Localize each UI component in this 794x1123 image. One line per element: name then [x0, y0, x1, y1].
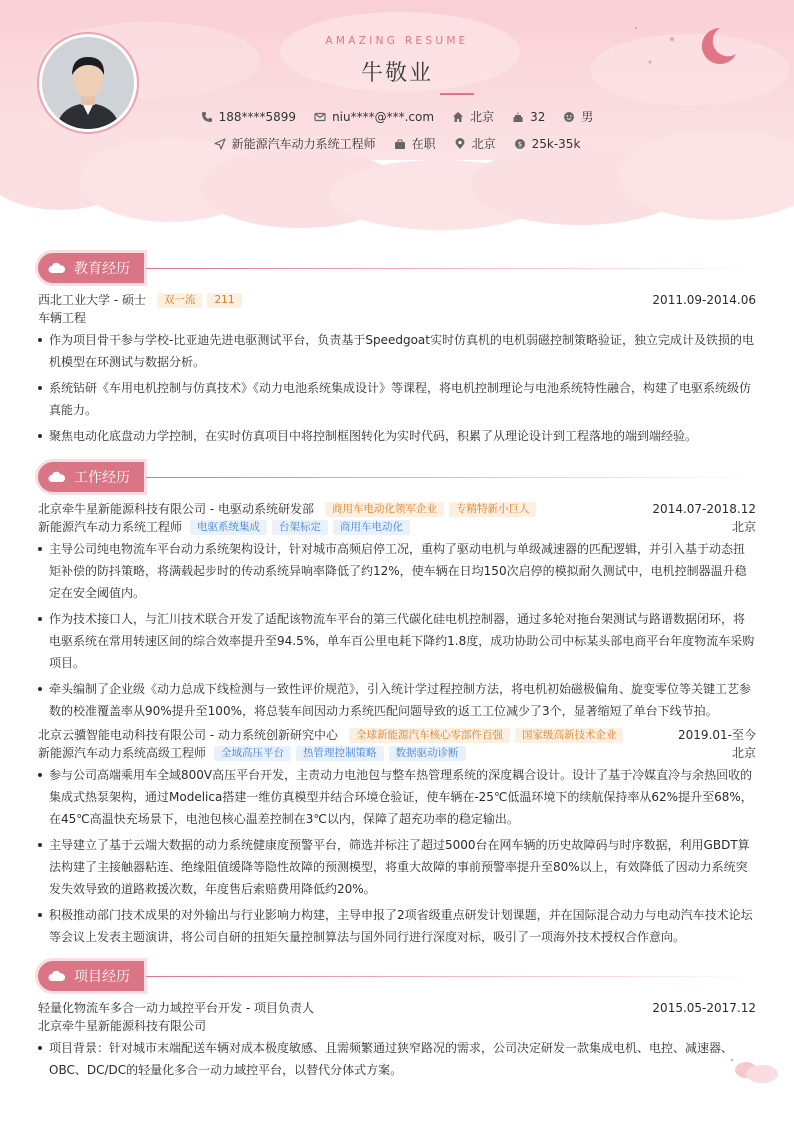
education-entry-head [38, 291, 756, 309]
work-title-pill [38, 462, 144, 492]
target-city-value: 北京 [471, 137, 496, 151]
svg-text:$: $ [517, 140, 522, 149]
list-item: 系统钻研《车用电机控制与仿真技术》《动力电池系统集成设计》等课程，将电机控制理论与电池系统特性融合，构建了电驱系统级仿真能力。 [38, 377, 756, 421]
cloud-icon [48, 970, 66, 982]
list-item: 主导公司纯电物流车平台动力系统架构设计，针对城市高频启停工况，重构了驱动电机与单级减速器的匹配逻辑，并引入基于动态扭矩补偿的防抖策略，将满载起步时的传动系统异响率降低了约12%，使车辆在日均150次启停的模拟耐久测试中，电机控制器温升稳定在安全阈值内。 [38, 538, 756, 604]
job-role: 新能源汽车动力系统高级工程师 [38, 746, 207, 760]
position-item [214, 135, 376, 152]
education-section [38, 253, 756, 451]
education-date: 2011.09-2014.06 [652, 293, 756, 307]
skill-tag: 台架标定 [272, 520, 328, 535]
school-name: 西北工业大学 - 硕士 [38, 293, 146, 307]
money-icon [514, 138, 526, 150]
gender-item [563, 108, 593, 125]
salary-item [514, 137, 581, 151]
job-entry-head [38, 500, 756, 518]
skill-tag: 全域高压平台 [214, 746, 291, 761]
project-title: 项目经历 [74, 969, 130, 985]
company-name: 北京云骥智能电动科技有限公司 - 动力系统创新研究中心 [38, 728, 338, 742]
age-value: 32 [530, 109, 546, 124]
education-title: 教育经历 [74, 261, 130, 277]
city-value: 北京 [470, 110, 495, 124]
location-icon [454, 138, 466, 150]
mail-icon [314, 111, 326, 123]
work-section [38, 462, 756, 952]
cloud-icon [728, 1056, 784, 1086]
project-company: 北京牵牛星新能源科技有限公司 [38, 1019, 207, 1033]
cake-icon [512, 111, 524, 123]
project-date: 2015.05-2017.12 [652, 1001, 756, 1015]
list-item: 积极推动部门技术成果的对外输出与行业影响力构建，主导申报了2项省级重点研发计划课题，并在国际混合动力与电动汽车技术论坛等会议上发表主题演讲，将公司自研的扭矩矢量控制算法与国外同行进行深度对标，吸引了一项海外技术授权合作意向。 [38, 904, 756, 948]
job-role-row [38, 518, 756, 536]
skill-tag: 电驱系统集成 [190, 520, 267, 535]
job-intent-row [0, 135, 794, 152]
list-item: 作为技术接口人，与汇川技术联合开发了适配该物流车平台的第三代碳化硅电机控制器，通过多轮对拖台架测试与路谱数据闭环，将电驱系统在常用转速区间的综合效率提升至94.5%，单车百公里电耗下降约1.8度，成功协助公司中标某头部电商平台年度物流车采购项目。 [38, 608, 756, 674]
send-icon [214, 138, 226, 150]
list-item: 参与公司高端乘用车全域800V高压平台开发，主责动力电池包与整车热管理系统的深度耦合设计。设计了基于冷媒直冷与余热回收的集成式热泵架构，通过Modelica搭建一维仿真模型并结合环境仓验证，使车辆在-25℃低温环境下的续航保持率从62%提升至68%，在45℃高温快充场景下，电池包核心温差控制在3℃以内，保障了超充功率的稳定输出。 [38, 764, 756, 830]
education-bullets [38, 329, 756, 447]
home-icon [452, 111, 464, 123]
phone-icon [201, 111, 213, 123]
list-item: 主导建立了基于云端大数据的动力系统健康度预警平台，筛选并标注了超过5000台在网车辆的历史故障码与时序数据，利用GBDT算法构建了主接触器粘连、绝缘阻值缓降等隐性故障的预测模型，将重大故障的事前预警率提升至80%以上，有效降低了因动力系统突发失效导致的道路救援次数，年度售后索赔费用降低约20%。 [38, 834, 756, 900]
cloud-icon [48, 262, 66, 274]
education-major-row [38, 309, 756, 327]
position-value: 新能源汽车动力系统工程师 [231, 137, 376, 151]
briefcase-icon [394, 138, 406, 150]
company-tag: 国家级高新技术企业 [515, 728, 624, 743]
project-name: 轻量化物流车多合一动力域控平台开发 - 项目负责人 [38, 1001, 314, 1015]
phone-value: 188****5899 [218, 109, 297, 124]
email-value: niu****@***.com [332, 109, 435, 124]
project-company-row [38, 1017, 756, 1035]
skill-tag: 热管理控制策略 [296, 746, 384, 761]
work-title: 工作经历 [74, 470, 130, 486]
resume-tagline: AMAZING RESUME [325, 35, 469, 47]
education-title-pill [38, 253, 144, 283]
gender-icon [563, 111, 575, 123]
city-item [452, 108, 494, 125]
company-tag: 全球新能源汽车核心零部件百强 [349, 728, 510, 743]
job-city: 北京 [731, 520, 756, 534]
job-date: 2014.07-2018.12 [652, 502, 756, 516]
education-header [38, 253, 756, 285]
job-role-row [38, 744, 756, 762]
work-header [38, 462, 756, 494]
skill-tag: 数据驱动诊断 [389, 746, 466, 761]
list-item: 作为项目骨干参与学校-比亚迪先进电驱测试平台，负责基于Speedgoat实时仿真机的电机弱磁控制策略验证，独立完成计及铁损的电机模型在环测试与数据分析。 [38, 329, 756, 373]
job-bullets [38, 538, 756, 722]
contact-row [0, 108, 794, 125]
section-divider [146, 976, 756, 977]
company-tag: 专精特新小巨人 [449, 502, 537, 517]
list-item: 项目背景：针对城市末端配送车辆对成本极度敏感、且需频繁通过狭窄路况的需求，公司决定研发一款集成电机、电控、减速器、OBC、DC/DC的轻量化多合一动力域控平台，以替代分体式方案。 [38, 1037, 756, 1081]
list-item: 牵头编制了企业级《动力总成下线检测与一致性评价规范》，引入统计学过程控制方法，将电机初始磁极偏角、旋变零位等关键工艺参数的校准覆盖率从90%提升至100%，将总装车间因动力系统匹配问题导致的返工工位减少了3个，显著缩短了单台下线节拍。 [38, 678, 756, 722]
target-city-item [454, 135, 496, 152]
candidate-name: 牛敬业 [360, 61, 433, 86]
cloud-icon [48, 471, 66, 483]
status-value: 在职 [411, 137, 436, 151]
gender-value: 男 [581, 110, 594, 124]
school-tag: 211 [207, 293, 241, 308]
project-section [38, 961, 756, 1085]
school-tag: 双一流 [157, 293, 203, 308]
status-item [394, 135, 436, 152]
job-city: 北京 [731, 746, 756, 760]
project-header [38, 961, 756, 993]
email-item[interactable] [314, 110, 434, 124]
section-divider [146, 268, 756, 269]
education-major: 车辆工程 [38, 311, 87, 325]
project-entry-head [38, 999, 756, 1017]
job-date: 2019.01-至今 [678, 728, 756, 742]
name-underline [440, 93, 474, 95]
project-title-pill [38, 961, 144, 991]
company-tag: 商用车电动化领军企业 [325, 502, 444, 517]
list-item: 聚焦电动化底盘动力学控制，在实时仿真项目中将控制框图转化为实时代码，积累了从理论设计到工程落地的端到端经验。 [38, 425, 756, 447]
skill-tag: 商用车电动化 [333, 520, 410, 535]
salary-value: 25k-35k [531, 136, 581, 151]
age-item [512, 110, 545, 124]
company-name: 北京牵牛星新能源科技有限公司 - 电驱动系统研发部 [38, 502, 314, 516]
phone-item[interactable] [201, 110, 296, 124]
job-bullets [38, 764, 756, 948]
project-bullets [38, 1037, 756, 1081]
job-role: 新能源汽车动力系统工程师 [38, 520, 183, 534]
job-entry-head [38, 726, 756, 744]
section-divider [146, 477, 756, 478]
